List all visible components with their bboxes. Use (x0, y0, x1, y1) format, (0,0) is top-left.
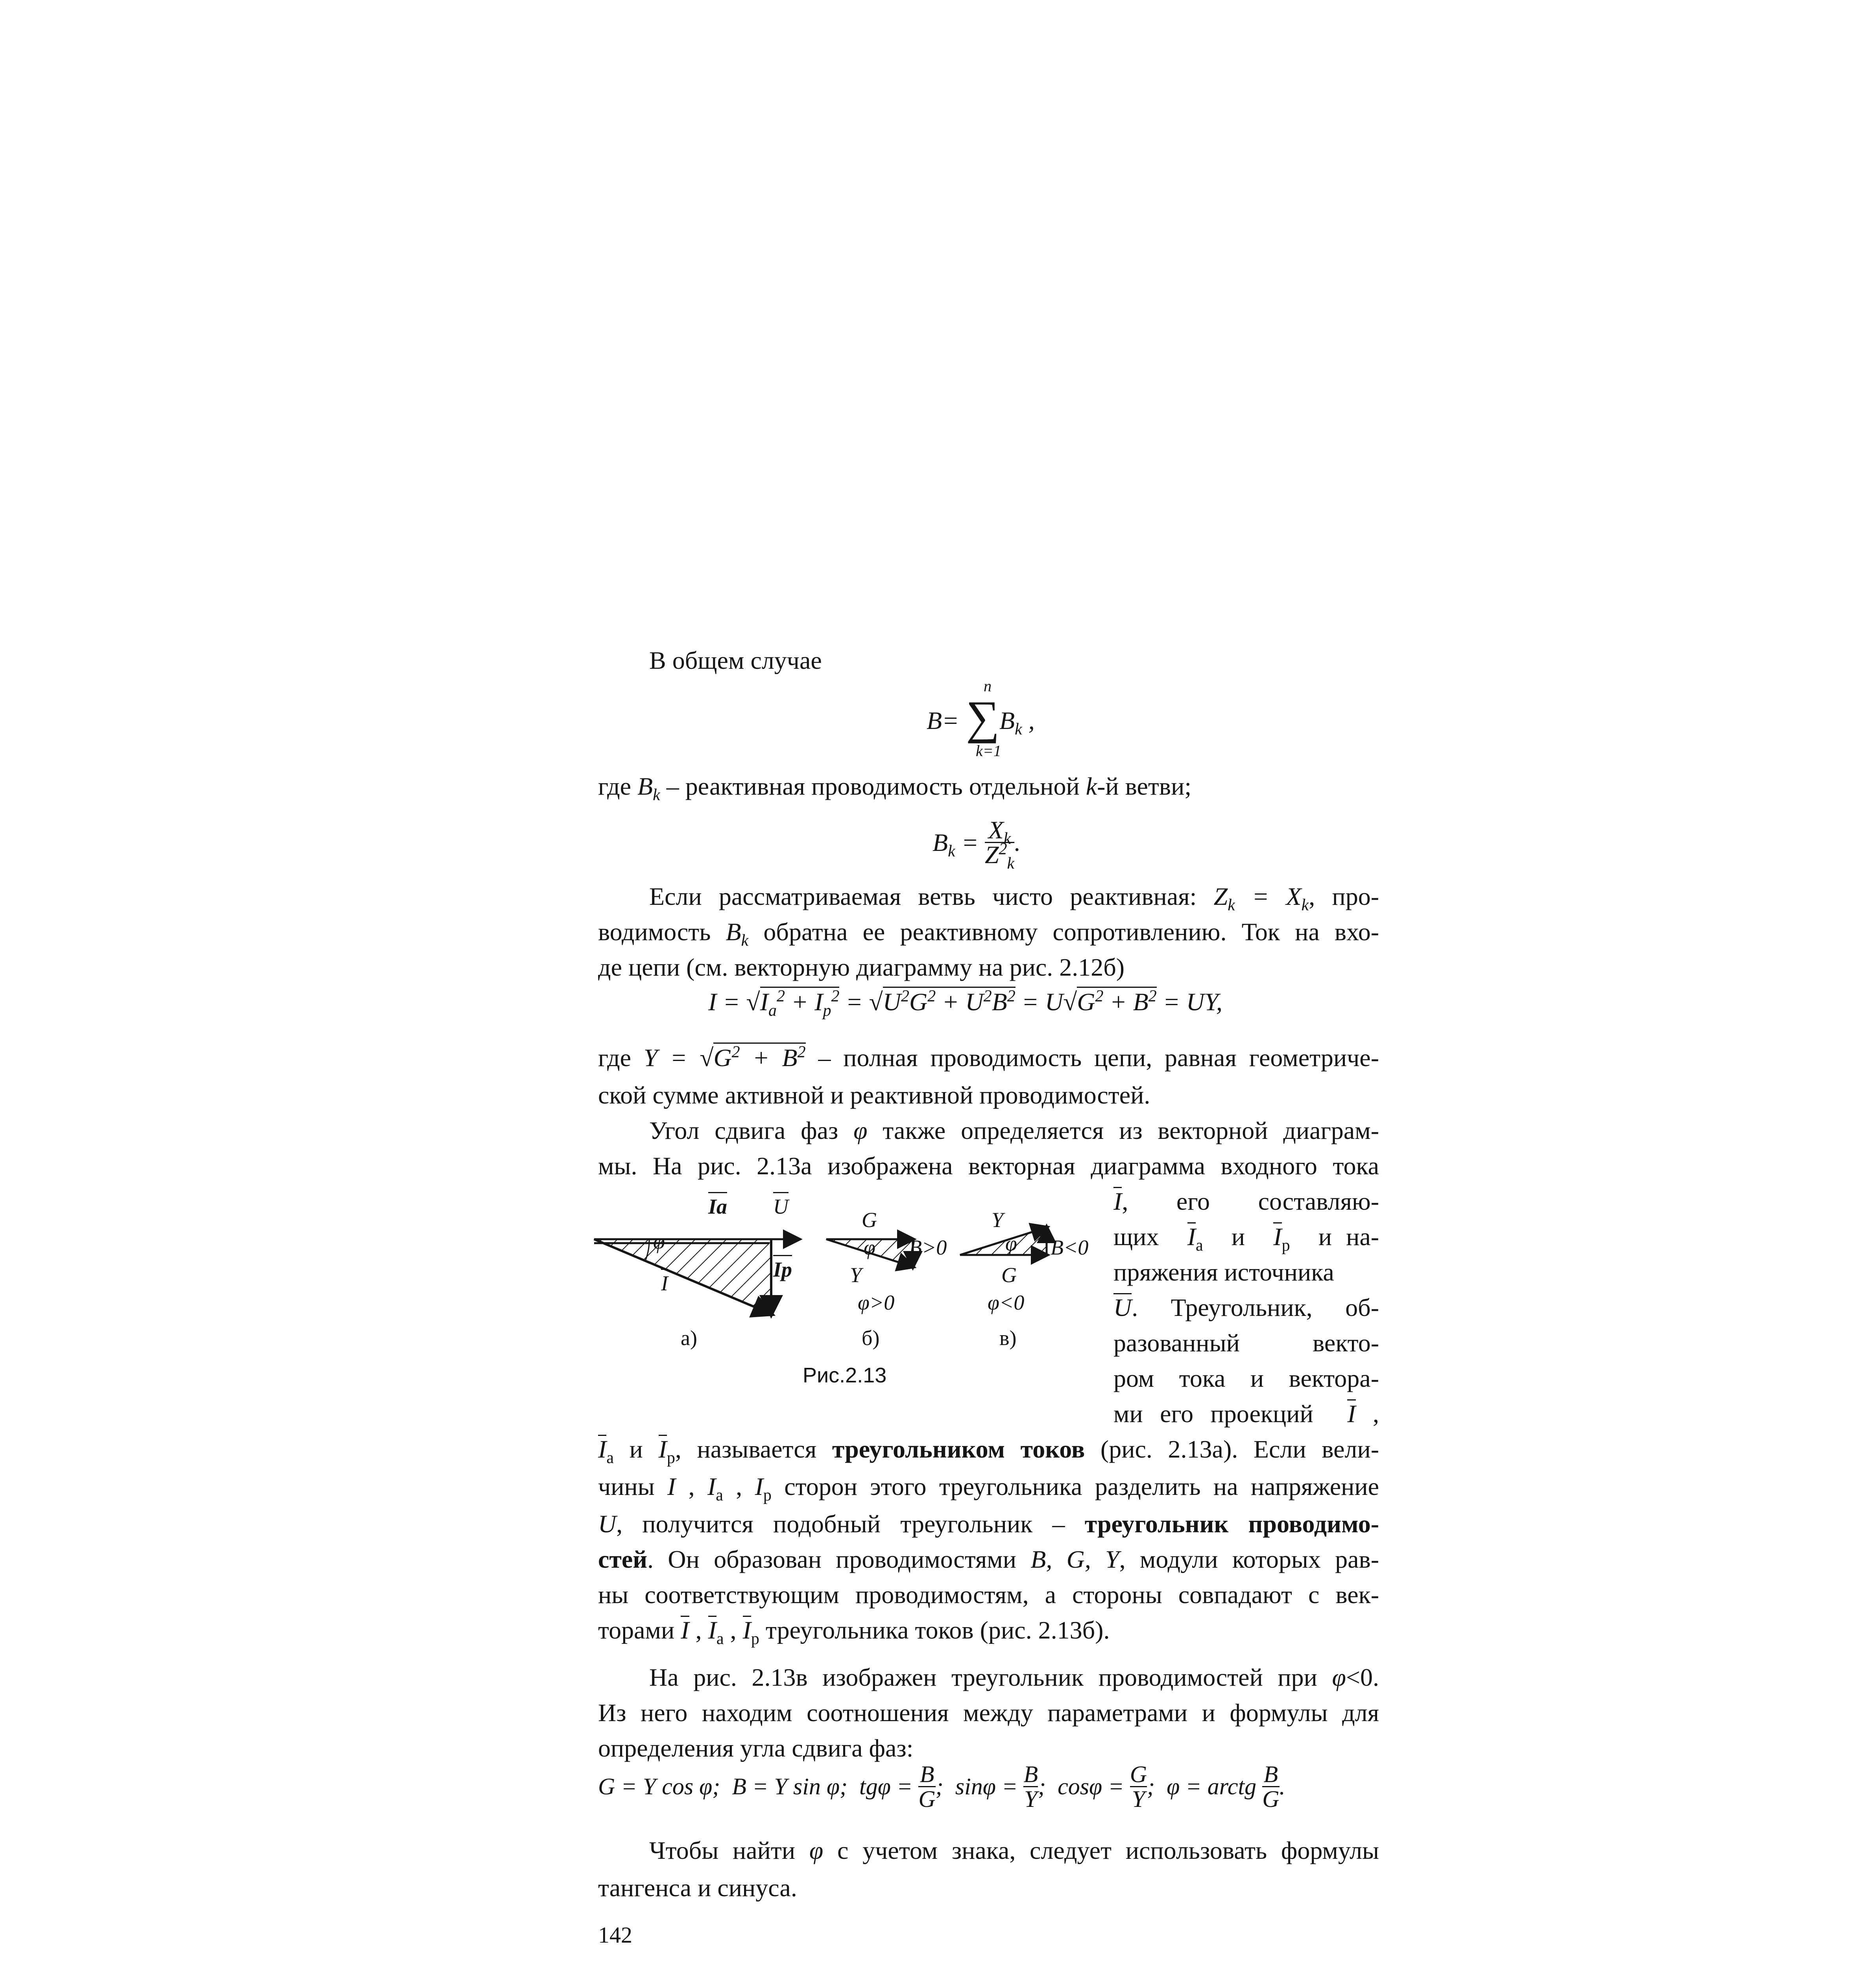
text-line: I, его составляю- (1113, 1187, 1379, 1215)
triangle-a (594, 1239, 799, 1314)
label-phi-c: φ (1005, 1232, 1017, 1255)
text-line: $I_а$ и $I_р$, называется треугольником токов (рис. 2.13а). Если вели- (598, 1435, 1379, 1467)
text-line: ми его проекций I , (1113, 1400, 1379, 1428)
sum-sign: ∑ (966, 691, 1000, 744)
label-phi-b: φ (864, 1236, 875, 1259)
text-line: где $Y = √G^2 + B^2$ – полная проводимость цепи, равная геометриче- (598, 1043, 1379, 1072)
label-g-b: G (862, 1208, 877, 1232)
text-line: ны соответствующим проводимостям, а стороны совпадают с век- (598, 1581, 1379, 1609)
sum-upper: n (984, 677, 992, 695)
text-line: Угол сдвига фаз φ также определяется из векторной диаграм- (649, 1116, 1379, 1144)
text-line: разованный векто- (1113, 1329, 1379, 1357)
text-line: щих $I_а$ и $I_р$ и на- (1113, 1223, 1379, 1255)
text-line: где $B_k$ – реактивная проводимость отдельной k-й ветви; (598, 772, 1192, 804)
label-u: U (773, 1192, 788, 1219)
formula-current: $I = √I_а^2 + I_р^2 = √U^2G^2 + U^2B^2 = U√G^2 + B^2$ = UY, (708, 987, 1222, 1020)
text-line: определения угла сдвига фаз: (598, 1734, 914, 1762)
label-ia: Iа (708, 1192, 727, 1219)
formula-relations: G = Y cos φ; B = Y sin φ; tgφ = $\frac{B}{G}$ ; sinφ = $\frac{B}{Y}$ ; cosφ = $\frac{G}{Y}$ ; φ = arctg $\frac{B}{G}$ . (598, 1761, 1285, 1812)
text-line: де цепи (см. векторную диаграмму на рис. 2.12б) (598, 953, 1125, 981)
figure-2-13 (590, 1188, 1110, 1424)
label-a: а) (681, 1326, 697, 1350)
figure-caption: Рис.2.13 (803, 1364, 887, 1387)
text-line: Если рассматриваемая ветвь чисто реактивная: $Z_k = X_k$, про- (649, 882, 1379, 914)
label-phi-gt: φ>0 (858, 1291, 895, 1314)
label-bgt: B>0 (909, 1236, 947, 1259)
text-line: пряжения источника (1113, 1258, 1334, 1286)
text-line: ром тока и вектора- (1113, 1364, 1379, 1392)
page-number: 142 (598, 1922, 632, 1948)
label-phi-lt: φ<0 (988, 1291, 1025, 1314)
label-ip: Iр (773, 1255, 792, 1282)
label-blt: B<0 (1051, 1236, 1089, 1259)
label-y-b: Y (850, 1263, 862, 1287)
text-line: мы. На рис. 2.13а изображена векторная диаграмма входного тока (598, 1152, 1379, 1180)
formula-bk: $B_k$ = $\frac{X_k}{Z^2_k}$ . (932, 816, 1021, 873)
text-line: торами I , $I_а$ , $I_р$ треугольника токов (рис. 2.13б). (598, 1616, 1110, 1648)
text-line: Чтобы найти φ с учетом знака, следует использовать формулы (649, 1836, 1379, 1864)
text-line: U. Треугольник, об- (1113, 1293, 1379, 1321)
label-c: в) (999, 1326, 1017, 1350)
text-line: тангенса и синуса. (598, 1874, 797, 1902)
text-line: ской сумме активной и реактивной проводимостей. (598, 1081, 1150, 1109)
label-g-c: G (1001, 1263, 1017, 1287)
formula-b-sum: B= (927, 707, 959, 734)
text-line: стей. Он образован проводимостями B, G, Y, модули которых рав- (598, 1545, 1379, 1573)
text-line: водимость $B_k$ обратна ее реактивному сопротивлению. Ток на вхо- (598, 918, 1379, 950)
label-b: б) (862, 1326, 880, 1350)
label-i: I (661, 1269, 668, 1296)
text-line: чины I , $I_а$ , $I_р$ сторон этого треугольника разделить на напряжение (598, 1472, 1379, 1504)
text-line: В общем случае (649, 646, 822, 674)
sum-lower: k=1 (976, 742, 1001, 760)
label-y-c: Y (992, 1208, 1004, 1232)
text-line: Из него находим соотношения между параметрами и формулы для (598, 1699, 1379, 1727)
text-line: U, получится подобный треугольник – треугольник проводимо- (598, 1510, 1379, 1538)
label-phi: φ (653, 1230, 665, 1253)
sum-term: $B_k$ , (999, 707, 1035, 738)
text-line: На рис. 2.13в изображен треугольник проводимостей при φ<0. (649, 1663, 1379, 1691)
